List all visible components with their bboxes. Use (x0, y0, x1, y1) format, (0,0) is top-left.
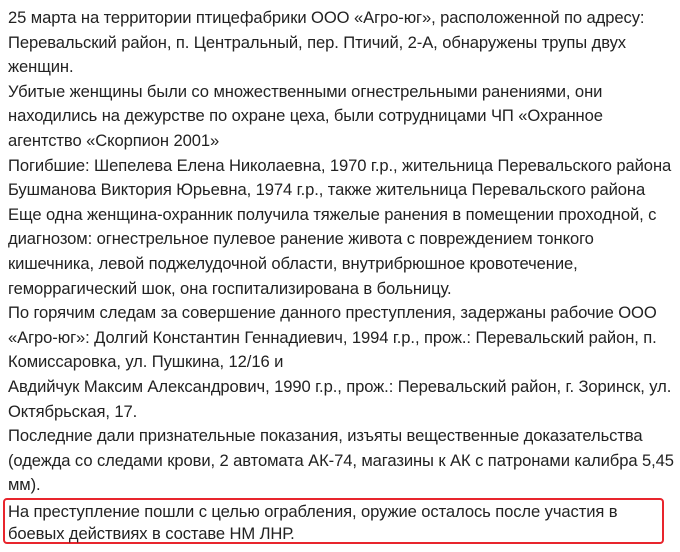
paragraph-evidence: Последние дали признательные показания, изъяты вещественные доказательства (одежда со следами крови, 2 автомата АК-74, магазины к АК с патронами калибра 5,45 мм). (8, 426, 674, 495)
paragraph-wounded-guard: Еще одна женщина-охранник получила тяжелые ранения в помещении проходной, с диагнозом: огнестрельное пулевое ранение живота с повреждением тонкого кишечника, левой поджелудочной области, внутрибрюшное кровотечение, геморрагический шок, она госпитализирована в больницу. (8, 204, 657, 298)
paragraph-suspect-avdiychuk: Авдийчук Максим Александрович, 1990 г.р., прож.: Перевальский район, г. Зоринск, ул. Октябрьская, 17. (8, 376, 672, 421)
paragraph-victim-bushmanova: Бушманова Виктория Юрьевна, 1974 г.р., также жительница Перевальского района (8, 180, 646, 200)
article-body (8, 6, 676, 498)
paragraph-suspect-dolgiy: По горячим следам за совершение данного преступления, задержаны рабочие ООО «Агро-юг»: Долгий Константин Геннадиевич, 1994 г.р., прож.: Перевальский район, п. Комиссаровка, ул. Пушкина, 12/16 и (8, 303, 657, 372)
paragraph-victims-wounds: Убитые женщины были со множественными огнестрельными ранениями, они находились на дежурстве по охране цеха, были сотрудницами ЧП «Охранное агентство «Скорпион 2001» (8, 81, 603, 150)
highlighted-paragraph: На преступление пошли с целью ограбления, оружие осталось после участия в боевых действиях в составе НМ ЛНР. (8, 502, 618, 543)
paragraph-discovery: 25 марта на территории птицефабрики ООО «Агро-юг», расположенной по адресу: Перевальский район, п. Центральный, пер. Птичий, 2-А, обнаружены трупы двух женщин. (8, 8, 645, 77)
paragraph-victim-shepeleva: Погибшие: Шепелева Елена Николаевна, 1970 г.р., жительница Перевальского района (8, 155, 672, 175)
